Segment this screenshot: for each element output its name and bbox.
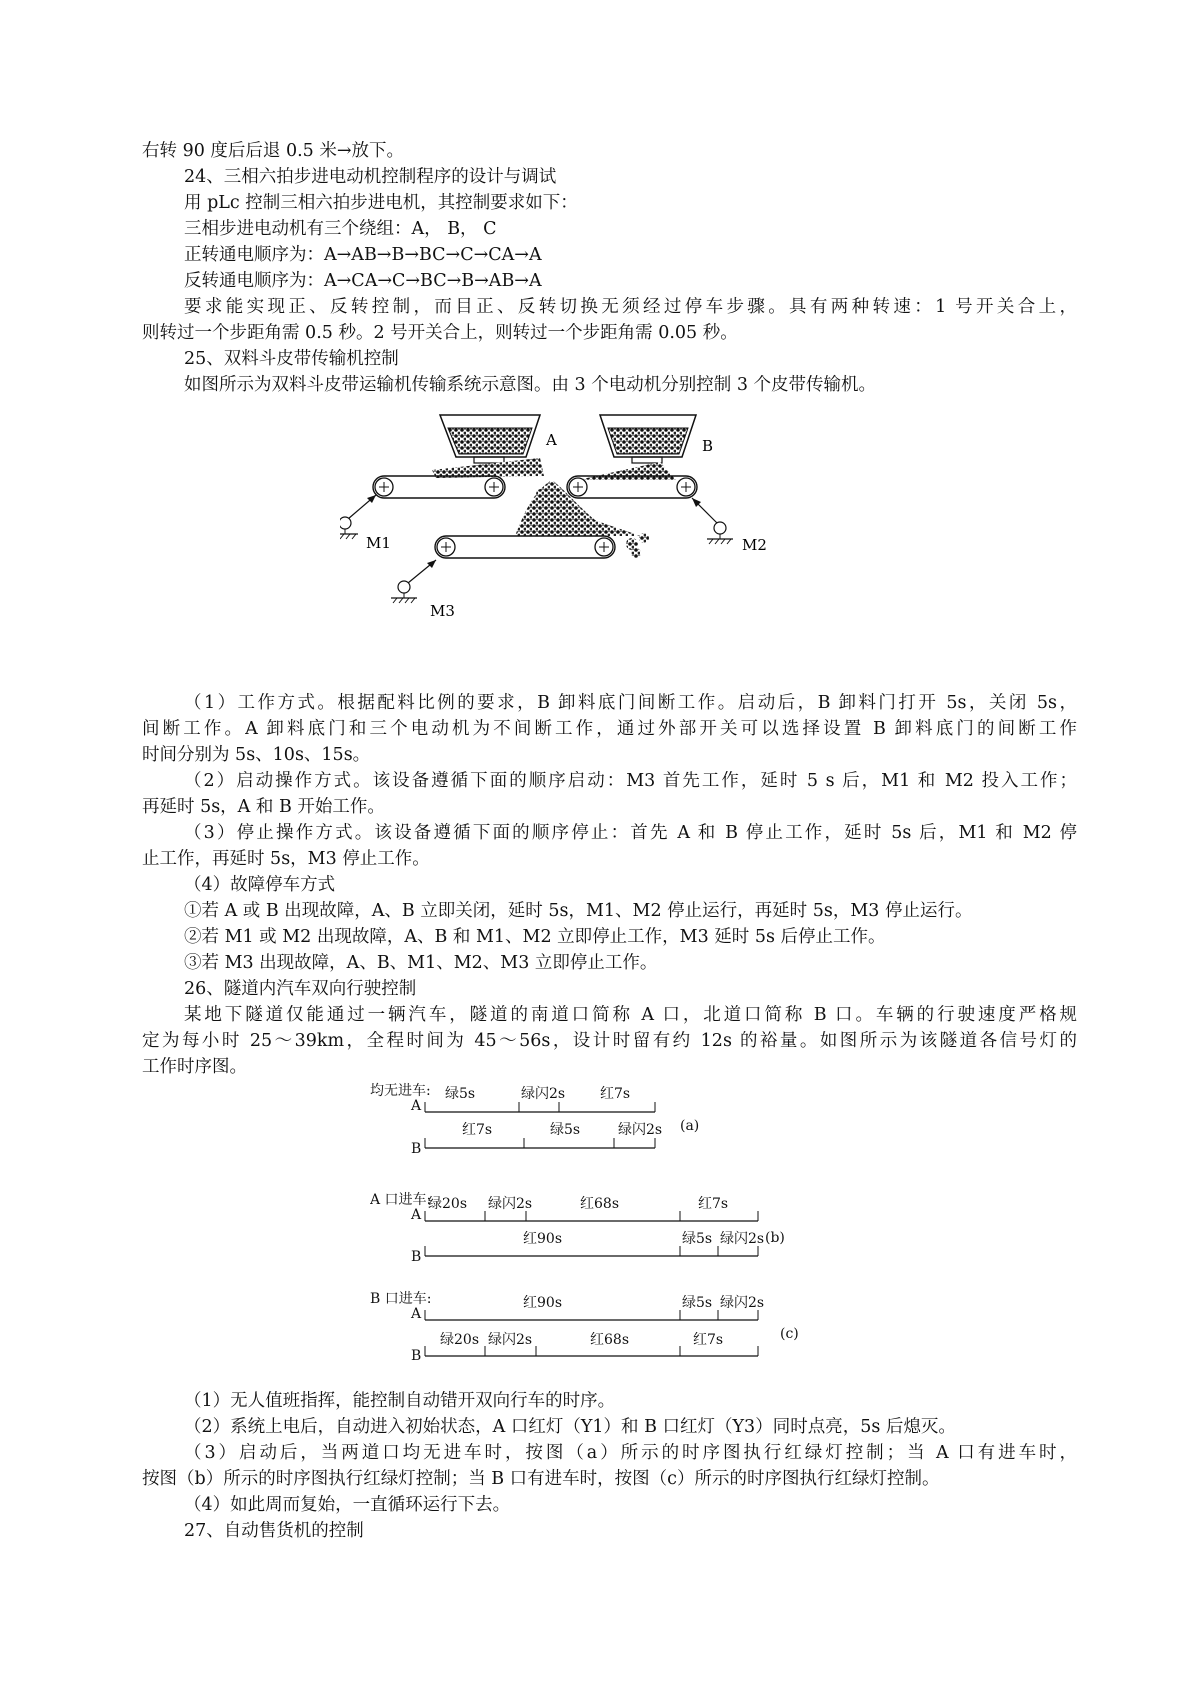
section-26-item-1: （1）无人值班指挥，能控制自动错开双向行车的时序。: [184, 1391, 616, 1411]
motor-m1: [340, 495, 391, 552]
section-24-windings: 三相步进电动机有三个绕组：A， B， C: [184, 219, 497, 239]
fault-case-1: ①若 A 或 B 出现故障，A、B 立即关闭，延时 5s，M1、M2 停止运行，再延时 5s，M3 停止运行。: [184, 901, 973, 921]
timing-c-row-a-seg-2: 绿5s: [682, 1295, 713, 1311]
section-24-requirement-line-1: 要求能实现正、反转控制，而目正、反转切换无须经过停车步骤。具有两种转速：1 号开关合上，: [184, 297, 1077, 317]
material-particles: [432, 458, 676, 558]
timing-group-c: [370, 1291, 799, 1364]
timing-b-row-a-seg-2: 绿闪2s: [488, 1196, 533, 1212]
belt-1: [373, 476, 505, 498]
section-25-intro: 如图所示为双料斗皮带运输机传输系统示意图。由 3 个电动机分别控制 3 个皮带传输机。: [184, 375, 877, 395]
section-24-reverse-sequence: 反转通电顺序为：A→CA→C→BC→B→AB→A: [184, 271, 542, 291]
timing-a-title: 均无进车:: [370, 1083, 431, 1099]
section-24-intro: 用 pLc 控制三相六拍步进电机，其控制要求如下：: [184, 193, 578, 213]
timing-b-row-a-seg-4: 红7s: [698, 1196, 729, 1212]
timing-a-row-b-label: B: [411, 1141, 422, 1157]
timing-a-row-a-label: A: [411, 1098, 422, 1114]
section-26-item-3-line-1: （3）启动后，当两道口均无进车时，按图（a）所示的时序图执行红绿灯控制；当 A 口有进车时，: [184, 1443, 1077, 1463]
timing-c-row-b-seg-3: 红68s: [590, 1332, 629, 1348]
timing-group-b: [370, 1192, 785, 1265]
timing-b-row-b-seg-2: 绿5s: [682, 1231, 713, 1247]
timing-b-row-a-seg-1: 绿20s: [428, 1196, 467, 1212]
section-26-title: 26、隧道内汽车双向行驶控制: [184, 979, 417, 999]
section-25-item-1-line-3: 时间分别为 5s、10s、15s。: [142, 745, 371, 765]
motor-m2-label: M2: [742, 536, 767, 554]
section-25-item-1-line-2: 间断工作。A 卸料底门和三个电动机为不间断工作，通过外部开关可以选择设置 B 卸料底门的间断工作: [142, 719, 1077, 739]
timing-c-row-b-label: B: [411, 1348, 422, 1364]
timing-b-row-a-label: A: [411, 1207, 422, 1223]
timing-b-tag: (b): [765, 1230, 785, 1246]
section-26-item-2: （2）系统上电后，自动进入初始状态，A 口红灯（Y1）和 B 口红灯（Y3）同时点亮，5s 后熄灭。: [184, 1417, 956, 1437]
section-25-item-4: （4）故障停车方式: [184, 875, 336, 895]
traffic-light-timing-diagram: [370, 1080, 840, 1385]
timing-c-row-a-label: A: [411, 1306, 422, 1322]
conveyor-system-diagram: [340, 410, 820, 660]
motor-m3-label: M3: [430, 602, 455, 620]
hopper-b-label: B: [702, 437, 714, 455]
section-25-item-2-line-2: 再延时 5s，A 和 B 开始工作。: [142, 797, 385, 817]
timing-b-row-b-label: B: [411, 1249, 422, 1265]
timing-group-a: [370, 1083, 699, 1157]
timing-a-row-a-seg-2: 绿闪2s: [521, 1086, 566, 1102]
timing-b-row-b-seg-1: 红90s: [523, 1231, 562, 1247]
timing-c-title: B 口进车:: [370, 1291, 432, 1307]
timing-c-tag: (c): [780, 1326, 799, 1342]
section-25-item-2-line-1: （2）启动操作方式。该设备遵循下面的顺序启动：M3 首先工作，延时 5 s 后，M1 和 M2 投入工作；: [184, 771, 1077, 791]
timing-c-row-a-seg-1: 红90s: [523, 1295, 562, 1311]
timing-a-row-a-seg-3: 红7s: [600, 1086, 631, 1102]
hopper-b: [600, 415, 713, 463]
hopper-a-label: A: [546, 431, 557, 449]
motor-m3: [391, 560, 455, 620]
motor-m1-label: M1: [366, 534, 391, 552]
section-26-line-3: 工作时序图。: [142, 1057, 247, 1077]
timing-a-row-b-seg-3: 绿闪2s: [618, 1122, 663, 1138]
section-25-item-1-line-1: （1）工作方式。根据配料比例的要求，B 卸料底门间断工作。启动后，B 卸料门打开 5s，关闭 5s，: [184, 693, 1077, 713]
section-24-forward-sequence: 正转通电顺序为：A→AB→B→BC→C→CA→A: [184, 245, 542, 265]
fault-case-3: ③若 M3 出现故障，A、B、M1、M2、M3 立即停止工作。: [184, 953, 658, 973]
timing-a-row-b-seg-1: 红7s: [462, 1122, 493, 1138]
section-24-title: 24、三相六拍步进电动机控制程序的设计与调试: [184, 167, 557, 187]
section-25-item-3-line-1: （3）停止操作方式。该设备遵循下面的顺序停止：首先 A 和 B 停止工作，延时 5s 后，M1 和 M2 停: [184, 823, 1077, 843]
section-26-item-3-line-2: 按图（b）所示的时序图执行红绿灯控制；当 B 口有进车时，按图（c）所示的时序图执行红绿灯控制。: [142, 1469, 940, 1489]
timing-a-row-b-seg-2: 绿5s: [550, 1122, 581, 1138]
motor-m2: [692, 498, 767, 554]
timing-b-row-a-seg-3: 红68s: [580, 1196, 619, 1212]
section-26-line-2: 定为每小时 25～39km，全程时间为 45～56s，设计时留有约 12s 的裕量。如图所示为该隧道各信号灯的: [142, 1031, 1077, 1051]
paragraph-continuation: 右转 90 度后后退 0.5 米→放下。: [142, 141, 405, 161]
section-26-item-4: （4）如此周而复始，一直循环运行下去。: [184, 1495, 511, 1515]
timing-a-row-a-seg-1: 绿5s: [445, 1086, 476, 1102]
section-25-title: 25、双料斗皮带传输机控制: [184, 349, 399, 369]
belt-3: [435, 536, 615, 558]
section-25-item-3-line-2: 止工作，再延时 5s，M3 停止工作。: [142, 849, 430, 869]
section-27-title: 27、自动售货机的控制: [184, 1521, 364, 1541]
timing-b-title: A 口进车:: [370, 1192, 432, 1208]
timing-c-row-b-seg-2: 绿闪2s: [488, 1332, 533, 1348]
fault-case-2: ②若 M1 或 M2 出现故障，A、B 和 M1、M2 立即停止工作，M3 延时 5s 后停止工作。: [184, 927, 886, 947]
timing-b-row-b-seg-3: 绿闪2s: [720, 1231, 765, 1247]
timing-a-tag: (a): [680, 1118, 700, 1134]
section-26-line-1: 某地下隧道仅能通过一辆汽车，隧道的南道口简称 A 口，北道口简称 B 口。车辆的行驶速度严格规: [184, 1005, 1077, 1025]
hopper-a: [440, 415, 557, 463]
timing-c-row-b-seg-4: 红7s: [693, 1332, 724, 1348]
section-24-requirement-line-2: 则转过一个步距角需 0.5 秒。2 号开关合上，则转过一个步距角需 0.05 秒。: [142, 323, 738, 343]
timing-c-row-a-seg-3: 绿闪2s: [720, 1295, 765, 1311]
timing-c-row-b-seg-1: 绿20s: [440, 1332, 479, 1348]
